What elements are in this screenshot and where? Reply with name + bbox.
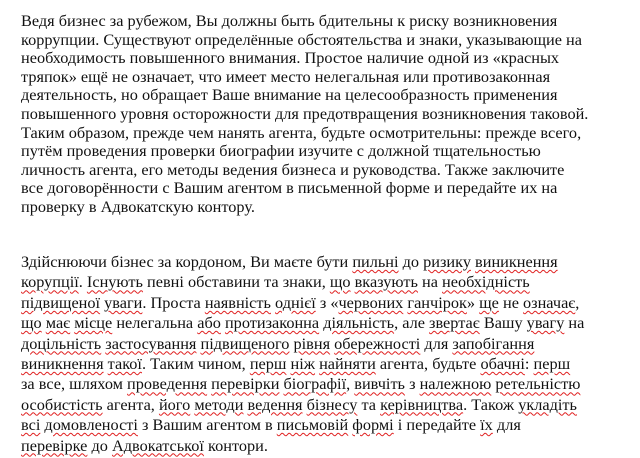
paragraph-ukrainian — [21, 252, 584, 456]
spell-error-word[interactable]: виникнення — [475, 252, 558, 271]
word: контори — [208, 435, 264, 455]
word: та — [361, 394, 376, 414]
spell-error-word[interactable]: виникнення — [21, 353, 104, 373]
word: нелегальна — [116, 313, 194, 333]
spell-error-word[interactable]: ризику — [423, 252, 471, 271]
word: для — [496, 415, 521, 435]
word: агента — [379, 353, 425, 373]
spell-error-word[interactable]: що — [21, 313, 42, 333]
spell-error-word[interactable]: бізнесу — [306, 394, 358, 414]
spell-error-word[interactable]: увагу — [526, 313, 565, 333]
spell-error-word[interactable]: звертає — [429, 313, 480, 333]
spell-error-word[interactable]: ретельністю — [495, 374, 581, 394]
spell-error-word[interactable]: означає — [523, 292, 576, 312]
spell-error-word[interactable]: перевірке — [21, 435, 88, 455]
text-line: повышенного уровня осторожности для предотвращения возникновения таковой. — [21, 103, 589, 123]
spell-error-word[interactable]: перш — [249, 353, 287, 373]
spell-error-word[interactable]: Адвокатської — [111, 435, 204, 455]
spell-error-word[interactable]: має — [45, 313, 71, 333]
spell-error-word[interactable]: або — [197, 313, 221, 333]
word: будьте — [432, 353, 477, 373]
word: все — [38, 374, 61, 394]
spell-error-word[interactable]: діяльність — [323, 313, 395, 333]
spell-error-word[interactable]: належною — [419, 374, 492, 394]
word: з — [319, 292, 327, 312]
spell-error-word[interactable]: всі — [21, 415, 41, 435]
text-line: Таким образом, прежде чем нанять агента, будьте осмотрительны: прежде всего, — [21, 122, 582, 142]
word: з — [409, 374, 416, 394]
paragraph-russian — [21, 12, 588, 217]
text-line: виникнення такої. Таким чином, перш ніж найняти агента, будьте обачні: перш — [21, 353, 571, 373]
word: але — [402, 313, 425, 333]
word: передайте — [406, 415, 477, 435]
text-line: коррупции. Существуют определённые обстоятельства и знаки, указывающие на — [21, 29, 583, 49]
spell-error-word[interactable]: що — [329, 272, 351, 292]
spell-error-word[interactable]: методи — [194, 394, 244, 414]
text-line: що має місце нелегальна або протизаконна діяльність, але звертає Вашу увагу на — [21, 313, 585, 333]
word: Вашу — [483, 313, 523, 333]
spell-error-word[interactable]: домовленості — [44, 415, 138, 435]
spell-error-word[interactable]: корупції — [21, 272, 79, 292]
text-line: підвищеної уваги. Проста наявність однієї з «червоних ганчірок» ще не означає, — [21, 292, 580, 312]
spell-error-word[interactable]: пильні — [352, 252, 399, 271]
spell-error-word[interactable]: обережності — [334, 333, 421, 353]
word: до — [402, 252, 420, 271]
word: чином — [197, 353, 242, 373]
spell-error-word[interactable]: рівня — [293, 333, 331, 353]
spell-error-word[interactable]: місце — [74, 313, 113, 333]
word: Здійснюючи — [21, 252, 107, 271]
word: обставини — [187, 272, 260, 292]
spell-error-word[interactable]: його — [158, 394, 191, 414]
word: певні — [147, 272, 184, 292]
spell-error-word[interactable]: вказують — [354, 272, 418, 292]
text-line: перевірке до Адвокатської контори. — [21, 435, 268, 455]
word: Також — [471, 394, 515, 414]
text-line: Ведя бизнес за рубежом, Вы должны быть бдительны к риску возникновения — [21, 11, 558, 30]
word: на — [568, 313, 585, 333]
text-line — [21, 334, 584, 354]
word: бізнес — [110, 252, 154, 271]
spell-error-word[interactable]: однієї — [275, 292, 316, 312]
word: бути — [316, 252, 349, 271]
spell-error-word[interactable]: такої — [107, 353, 142, 373]
spell-error-word[interactable]: підвищеного — [200, 333, 290, 353]
text-line — [21, 415, 584, 435]
spell-error-word[interactable]: протизаконна — [224, 313, 320, 333]
spell-error-word[interactable]: Існують — [86, 272, 143, 292]
spell-error-word[interactable]: формі — [352, 415, 394, 435]
spell-error-word[interactable]: їх — [480, 415, 493, 435]
word: Вашим — [152, 415, 203, 435]
word: і — [397, 415, 403, 435]
spell-error-word[interactable]: запобігання — [452, 333, 535, 353]
spell-error-word[interactable]: проведення — [127, 374, 208, 394]
spell-error-word[interactable]: обачні — [480, 353, 525, 373]
text-line: Здійснюючи бізнес за кордоном, Ви маєте бути пильні до ризику виникнення — [21, 252, 558, 271]
word: Таким — [150, 353, 194, 373]
spell-error-word[interactable]: підвищеної — [21, 292, 101, 312]
text-line: проверку в Адвокатскую контору. — [21, 196, 255, 216]
text-line: за все, шляхом проведення перевірки біографії, вивчіть з належною ретельністю — [21, 374, 581, 394]
word: шляхом — [69, 374, 123, 394]
spell-error-word[interactable]: уваги — [104, 292, 143, 312]
text-line: деятельность, но обращает Ваше внимание на целесообразность применения — [21, 85, 558, 105]
spell-error-word[interactable]: ганчірок — [407, 292, 467, 312]
text-line: все договорённости с Вашим агентом в письменной форме и передайте их на — [21, 178, 558, 198]
spell-error-word[interactable]: найняти — [319, 353, 376, 373]
spell-error-word[interactable]: перевірки — [211, 374, 280, 394]
spell-error-word[interactable]: ніж — [290, 353, 316, 373]
word: на — [421, 272, 438, 292]
word: агентом — [206, 415, 261, 435]
word: маєте — [273, 252, 313, 271]
word: Ви — [250, 252, 270, 271]
spell-error-word[interactable]: керівництва — [380, 394, 464, 414]
word: кордоном — [175, 252, 242, 271]
word: Проста — [150, 292, 201, 312]
text-line: необходимость повышенного внимания. Простое наличие одной из «красных — [21, 48, 560, 68]
spell-error-word[interactable]: вивчіть — [354, 374, 405, 394]
spell-error-word[interactable]: ще — [479, 292, 499, 312]
word: в — [265, 415, 273, 435]
spell-error-word[interactable]: доцільність — [21, 333, 102, 353]
spell-error-word[interactable]: ведення — [247, 394, 303, 414]
spell-error-word[interactable]: перш — [533, 353, 571, 373]
word: та — [264, 272, 279, 292]
text-line: особистість агента, його методи ведення бізнесу та керівництва. Також укладіть — [21, 394, 577, 414]
spell-error-word[interactable]: необхідність — [442, 272, 530, 292]
spell-error-word[interactable]: особистість — [21, 394, 103, 414]
spell-error-word[interactable]: червоних — [338, 292, 404, 312]
text-line: тряпок» ещё не означает, что имеет место нелегальная или противозаконная — [21, 66, 551, 86]
word: за — [157, 252, 172, 271]
spell-error-word[interactable]: наявність — [204, 292, 271, 312]
word: знаки — [282, 272, 322, 292]
text-line: путём проведения проверки биографии изучите с должной тщательностью — [21, 141, 541, 161]
word: до — [91, 435, 108, 455]
text-line: корупції. Існують певні обставини та знаки, що вказують на необхідність — [21, 272, 530, 292]
word: для — [424, 333, 449, 353]
word: з — [142, 415, 149, 435]
spell-error-word[interactable]: застосування — [105, 333, 197, 353]
spell-error-word[interactable]: письмовій — [276, 415, 349, 435]
text-line: личность агента, его методы ведения бизнеса и руководства. Также заключите — [21, 159, 565, 179]
word: за — [21, 374, 35, 394]
spell-error-word[interactable]: укладіть — [518, 394, 577, 414]
spell-error-word[interactable]: біографії — [283, 374, 347, 394]
word: не — [502, 292, 519, 312]
word: агента — [106, 394, 151, 414]
